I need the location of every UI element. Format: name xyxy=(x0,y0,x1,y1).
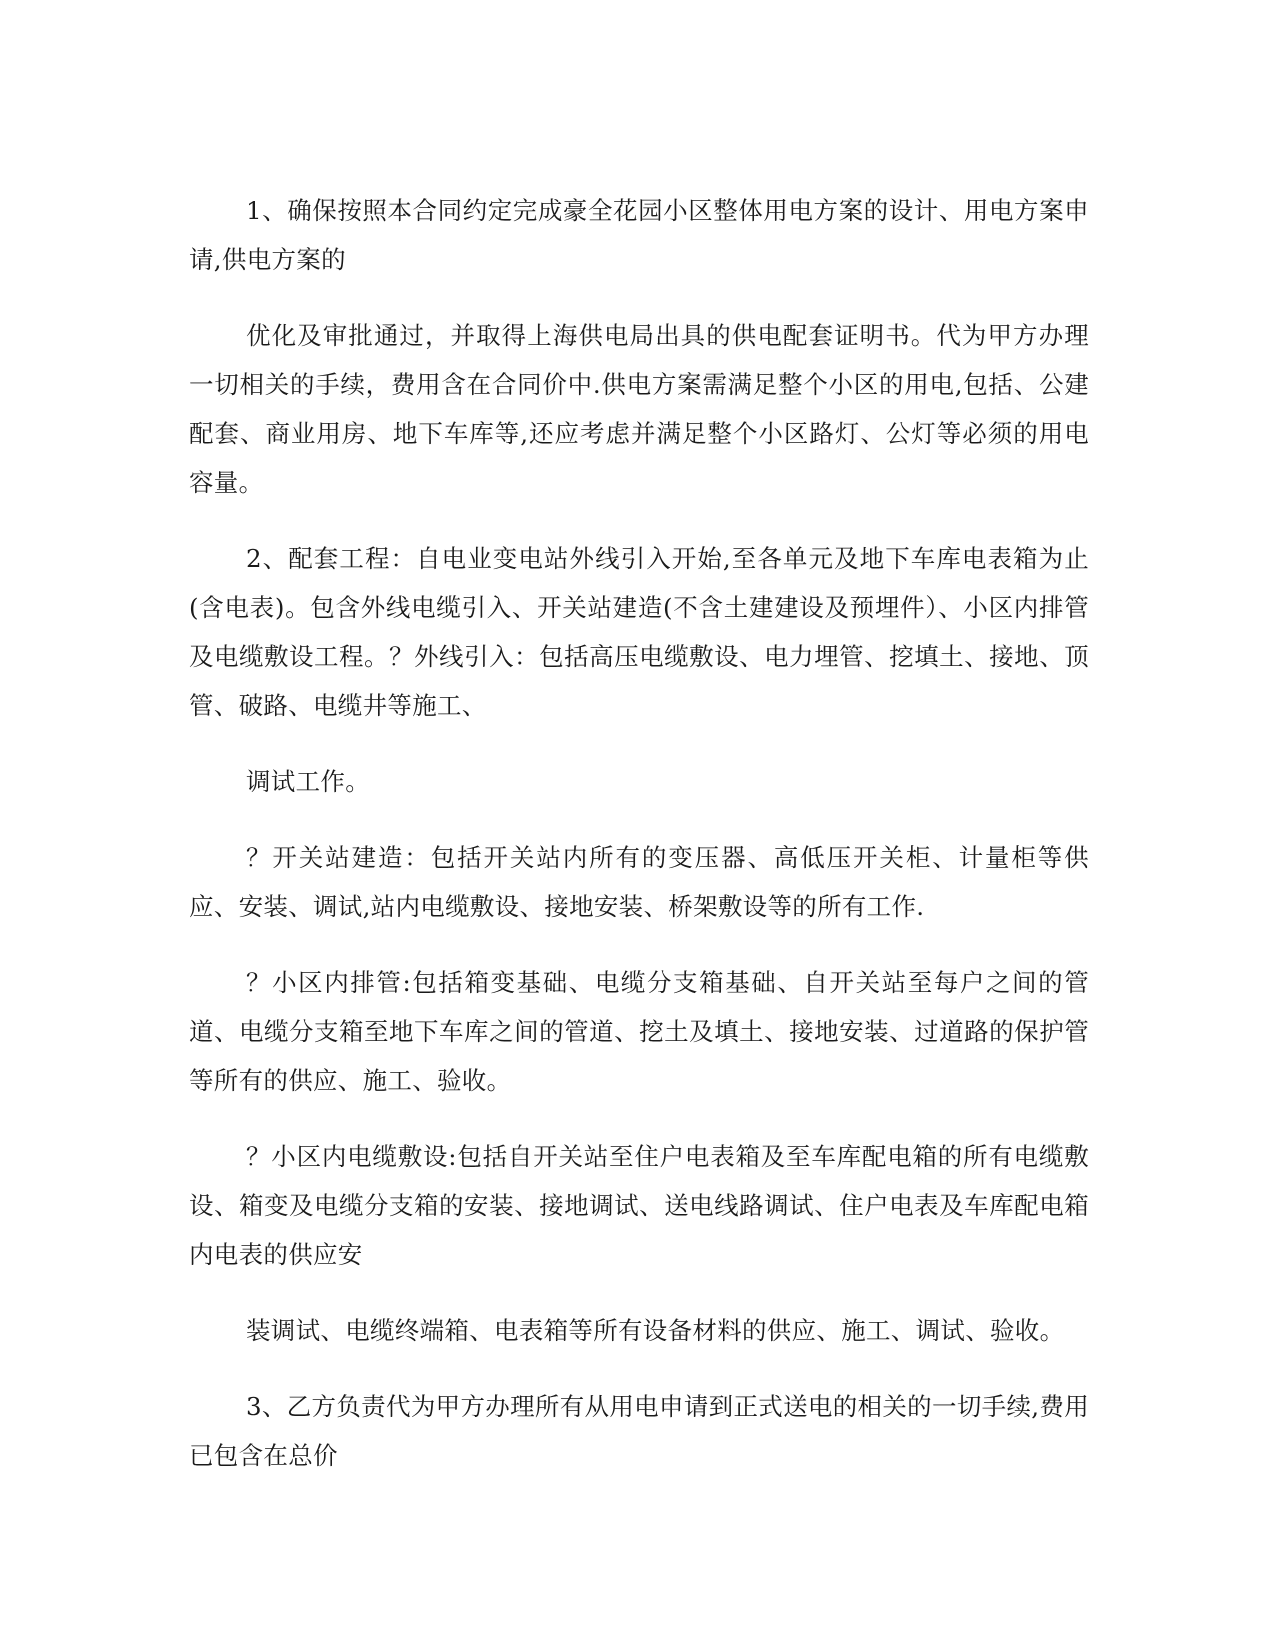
paragraph-5: ？开关站建造：包括开关站内所有的变压器、高低压开关柜、计量柜等供应、安装、调试,站内电缆敷设、接地安装、桥架敷设等的所有工作. xyxy=(189,843,1089,921)
document-body xyxy=(189,186,1089,1507)
paragraph-3: 2、配套工程：自电业变电站外线引入开始,至各单元及地下车库电表箱为止(含电表)。包含外线电缆引入、开关站建造(不含土建建设及预埋件）、小区内排管及电缆敷设工程。？外线引入：包括高压电缆敷设、电力埋管、挖填土、接地、顶管、破路、电缆井等施工、 xyxy=(189,544,1089,720)
paragraph-6: ？小区内排管:包括箱变基础、电缆分支箱基础、自开关站至每户之间的管道、电缆分支箱至地下车库之间的管道、挖土及填土、接地安装、过道路的保护管等所有的供应、施工、验收。 xyxy=(189,968,1089,1095)
paragraph-8: 装调试、电缆终端箱、电表箱等所有设备材料的供应、施工、调试、验收。 xyxy=(246,1316,1065,1345)
paragraph-7: ？小区内电缆敷设:包括自开关站至住户电表箱及至车库配电箱的所有电缆敷设、箱变及电缆分支箱的安装、接地调试、送电线路调试、住户电表及车库配电箱内电表的供应安 xyxy=(189,1142,1089,1269)
paragraph-1: 1、确保按照本合同约定完成豪全花园小区整体用电方案的设计、用电方案申请,供电方案的 xyxy=(189,196,1089,274)
paragraph-4: 调试工作。 xyxy=(246,767,370,796)
paragraph-2: 优化及审批通过，并取得上海供电局出具的供电配套证明书。代为甲方办理一切相关的手续，费用含在合同价中.供电方案需满足整个小区的用电,包括、公建配套、商业用房、地下车库等,还应考虑并满足整个小区路灯、公灯等必须的用电容量。 xyxy=(189,321,1089,497)
paragraph-9: 3、乙方负责代为甲方办理所有从用电申请到正式送电的相关的一切手续,费用已包含在总价 xyxy=(189,1392,1089,1470)
